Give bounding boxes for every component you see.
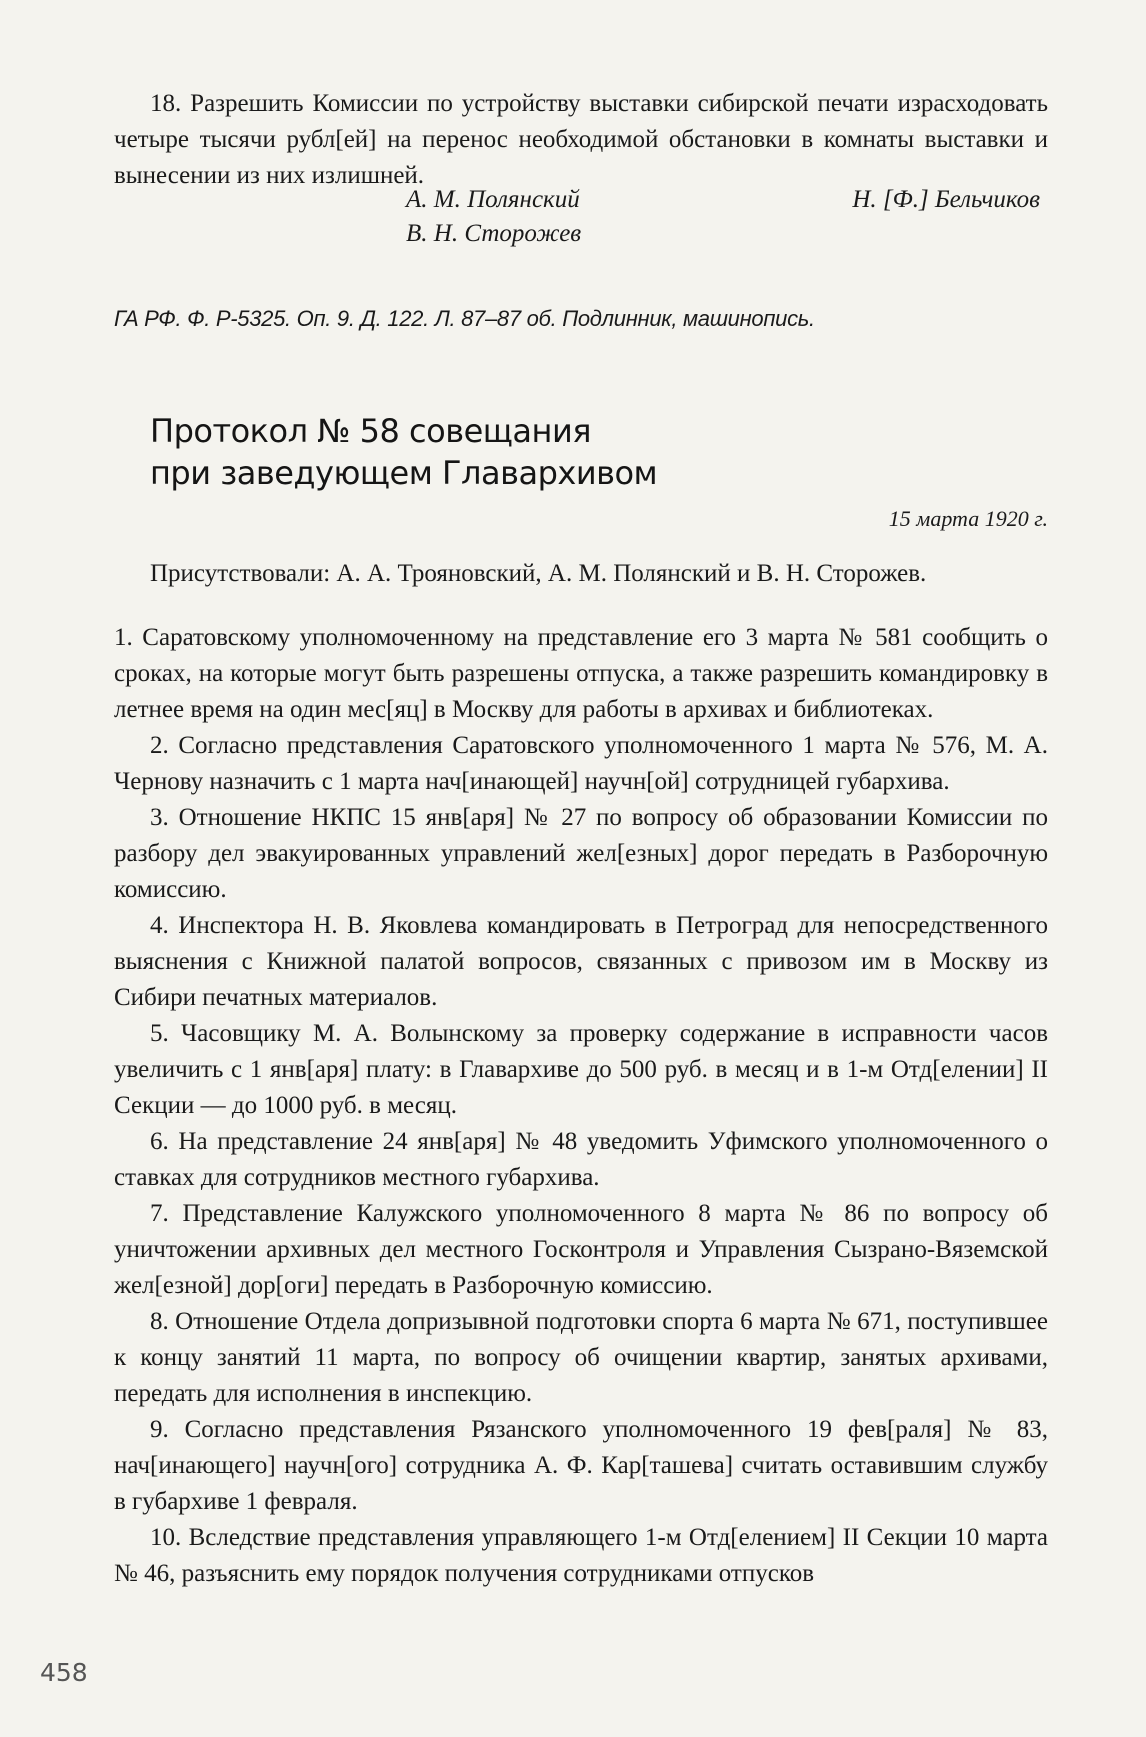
document-title [150,410,657,494]
signature-storozhev: В. Н. Сторожев [406,220,582,247]
top-paragraph-block [114,86,1048,194]
protocol-item-5: 5. Часовщику М. А. Волынскому за проверку содержание в исправности часов увеличить с 1 янв[аря] плату: в Главархиве до 500 руб. в месяц и в 1-м Отд[елении] II Секции — до 1000 руб. в месяц. [114,1020,1048,1119]
protocol-item-1: 1. Саратовскому уполномоченному на представление его 3 марта № 581 сообщить о сроках, на которые могут быть разрешены отпуска, а также разрешить командировку в летнее время на один мес[яц] в Москву для работы в архивах и библиотеках. [114,624,1048,723]
signatures-block [114,186,1048,250]
document-date: 15 марта 1920 г. [888,506,1048,531]
protocol-item-2: 2. Согласно представления Саратовского уполномоченного 1 марта № 576, М. А. Чернову назначить с 1 марта нач[инающей] научн[ой] сотрудницей губархива. [114,732,1048,795]
protocol-item-10: 10. Вследствие представления управляющего 1-м Отд[елением] II Секции 10 марта № 46, разъяснить ему порядок получения сотрудниками отпусков [114,1524,1048,1587]
paragraph-item-18: 18. Разрешить Комиссии по устройству выставки сибирской печати израсходовать четыре тысячи рубл[ей] на перенос необходимой обстановки в комнаты выставки и вынесении из них излишней. [114,90,1048,189]
attendees-block [114,556,1048,592]
protocol-item-3: 3. Отношение НКПС 15 янв[аря] № 27 по вопросу об образовании Комиссии по разбору дел эвакуированных управлений жел[езных] дорог передать в Разборочную комиссию. [114,804,1048,903]
protocol-items-list [114,620,1048,1592]
page-number: 458 [40,1658,88,1687]
title-line-2: при заведующем Главархивом [150,454,658,492]
protocol-item-7: 7. Представление Калужского уполномоченного 8 марта № 86 по вопросу об уничтожении архивных дел местного Госконтроля и Управления Сызрано-Вяземской жел[езной] дор[оги] передать в Разборочную комиссию. [114,1200,1048,1299]
protocol-item-4: 4. Инспектора Н. В. Яковлева командировать в Петроград для непосредственного выяснения с Книжной палатой вопросов, связанных с привозом им в Москву из Сибири печатных материалов. [114,912,1048,1011]
attendees-line: Присутствовали: А. А. Трояновский, А. М. Полянский и В. Н. Сторожев. [150,560,927,587]
protocol-item-9: 9. Согласно представления Рязанского уполномоченного 19 фев[раля] № 83, нач[инающего] научн[ого] сотрудника А. Ф. Кар[ташева] считать оставившим службу в губархиве 1 февраля. [114,1416,1048,1515]
title-line-1: Протокол № 58 совещания [150,412,591,450]
protocol-item-6: 6. На представление 24 янв[аря] № 48 уведомить Уфимского уполномоченного о ставках для сотрудников местного губархива. [114,1128,1048,1191]
signature-belchikov: Н. [Ф.] Бельчиков [852,186,1040,213]
signature-polyansky: А. М. Полянский [406,186,580,213]
protocol-item-8: 8. Отношение Отдела допризывной подготовки спорта 6 марта № 671, поступившее к концу занятий 11 марта, по вопросу об очищении квартир, занятых архивами, передать для исполнения в инспекцию. [114,1308,1048,1407]
archive-source-reference: ГА РФ. Ф. Р-5325. Оп. 9. Д. 122. Л. 87–87 об. Подлинник, машинопись. [114,306,815,331]
